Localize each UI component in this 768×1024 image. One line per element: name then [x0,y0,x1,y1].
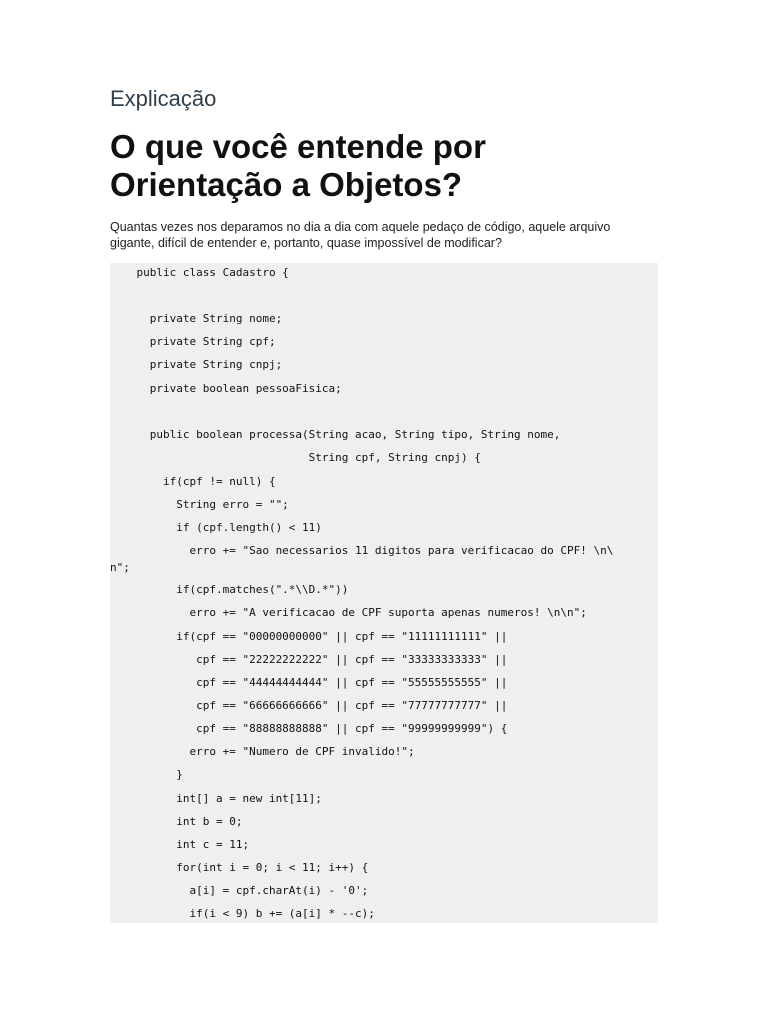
page-title [110,128,658,204]
code-line: cpf == "44444444444" || cpf == "55555555555" || [110,675,508,689]
code-line: if(cpf == "00000000000" || cpf == "11111111111" || [110,629,508,643]
intro-line: Quantas vezes nos deparamos no dia a dia com aquele pedaço de código, aquele arquivo [110,220,611,234]
code-line: a[i] = cpf.charAt(i) - '0'; [110,883,369,897]
code-line: private String cpf; [110,335,276,348]
code-line: int b = 0; [110,814,243,828]
code-block [110,263,658,923]
code-line: if(cpf.matches(".*\\D.*")) [110,583,349,596]
section-label: Explicação [110,86,217,111]
code-line: if (cpf.length() < 11) [110,521,322,534]
code-line: } [110,768,183,781]
code-line: private String nome; [110,312,283,325]
intro-line: gigante, difícil de entender e, portanto, quase impossível de modificar? [110,236,502,250]
code-line: n"; [110,561,130,574]
code-line: String erro = ""; [110,498,289,511]
code-line: cpf == "22222222222" || cpf == "33333333333" || [110,652,508,666]
title-line: Orientação a Objetos? [110,166,463,203]
code-line: for(int i = 0; i < 11; i++) { [110,860,369,874]
code-line: int c = 11; [110,837,250,851]
code-line: if(cpf != null) { [110,474,276,488]
code-line: cpf == "66666666666" || cpf == "77777777777" || [110,698,508,712]
code-line: if(i < 9) b += (a[i] * --c); [110,906,375,920]
code-line: erro += "Sao necessarios 11 digitos para verificacao do CPF! \n\ [110,544,614,557]
title-line: O que você entende por [110,128,486,165]
code-line: int[] a = new int[11]; [110,791,322,805]
code-line: private boolean pessoaFisica; [110,381,342,395]
code-line: cpf == "88888888888" || cpf == "99999999999") { [110,721,508,735]
code-line: erro += "Numero de CPF invalido!"; [110,745,415,758]
code-line: erro += "A verificacao de CPF suporta apenas numeros! \n\n"; [110,606,587,619]
intro-paragraph [110,219,658,251]
code-line: String cpf, String cnpj) { [110,451,481,464]
code-line: private String cnpj; [110,358,283,371]
code-line: public class Cadastro { [110,266,289,279]
code-line: public boolean processa(String acao, String tipo, String nome, [110,428,561,441]
